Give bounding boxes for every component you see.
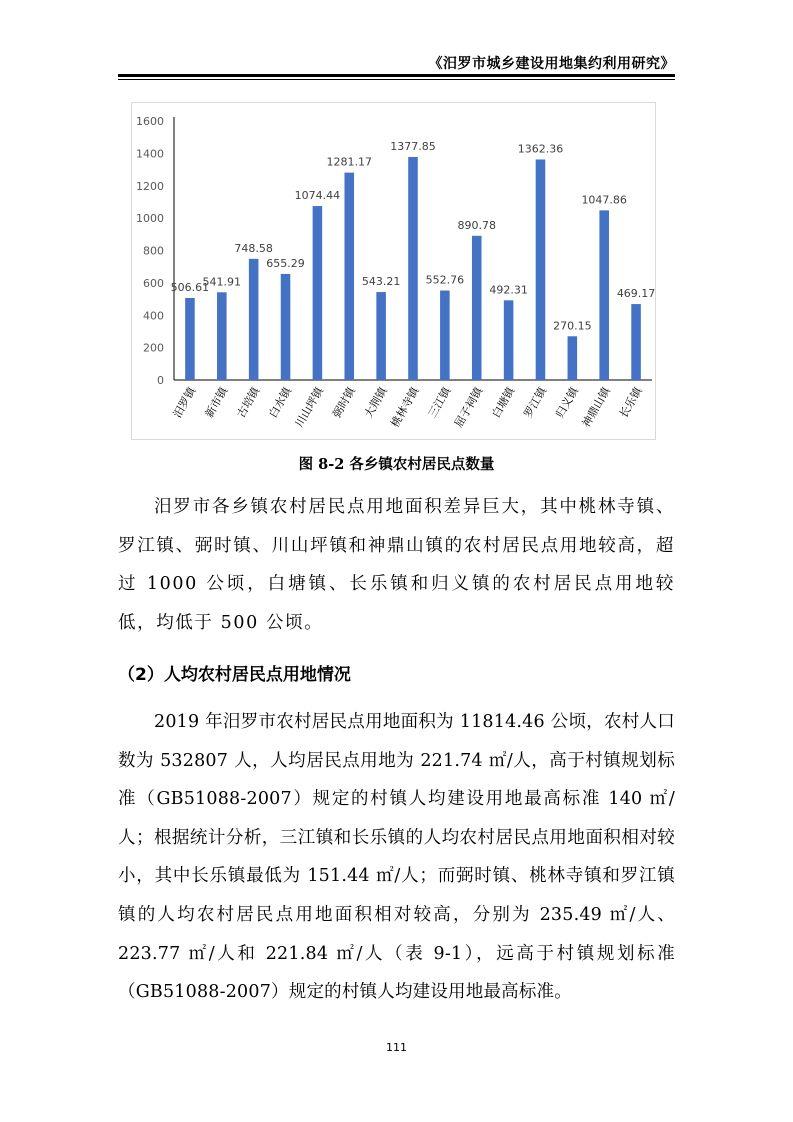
bar-chart [132, 103, 657, 441]
bar-value-label: 748.58 [234, 241, 273, 255]
bar-value-label: 1074.44 [294, 189, 341, 203]
y-tick-label: 1000 [136, 212, 164, 226]
y-tick-label: 200 [143, 341, 164, 355]
x-category-label: 古培镇 [234, 385, 263, 421]
bar [376, 292, 386, 380]
bar [249, 259, 259, 380]
x-category-label: 屈子祠镇 [452, 385, 486, 430]
bar-value-label: 543.21 [361, 275, 401, 289]
bar [472, 236, 482, 380]
bar [536, 159, 546, 380]
bar [568, 336, 578, 380]
page-number: 111 [386, 1041, 407, 1054]
header-rule-thick [118, 74, 675, 77]
bar [599, 210, 609, 380]
figure-caption: 图 8-2 各乡镇农村居民点数量 [298, 456, 495, 473]
x-category-label: 归义镇 [553, 385, 581, 421]
y-tick-label: 600 [143, 276, 164, 290]
y-tick-label: 800 [143, 244, 164, 258]
x-category-label: 桃林寺镇 [388, 385, 422, 430]
bar-value-label: 655.29 [266, 256, 305, 270]
bar [408, 157, 418, 380]
bar [281, 274, 291, 380]
y-tick-label: 0 [157, 374, 164, 387]
running-header-title: 《汨罗市城乡建设用地集约利用研究》 [428, 56, 675, 72]
section-heading: （2）人均农村居民点用地情况 [118, 665, 351, 685]
bar-value-label: 492.31 [489, 283, 528, 297]
bar-value-label: 1362.36 [517, 142, 564, 156]
bar [631, 304, 641, 380]
y-tick-label: 1400 [136, 147, 164, 161]
x-category-label: 三江镇 [425, 385, 454, 421]
bar [217, 292, 227, 380]
bar-value-label: 890.78 [457, 218, 496, 232]
x-category-label: 白塘镇 [489, 385, 518, 421]
bar-value-label: 506.61 [170, 280, 210, 294]
bar [344, 173, 354, 380]
header-rule-thin [118, 79, 675, 80]
bar-value-label: 270.15 [553, 319, 592, 333]
x-category-label: 川山坪镇 [292, 385, 326, 430]
body-paragraph-1: 汨罗市各乡镇农村居民点用地面积差异巨大，其中桃林寺镇、罗江镇、弼时镇、川山坪镇和神鼎山镇的农村居民点用地较高，超过 1000 公顷，白塘镇、长乐镇和归义镇的农村居民点用地较低，均低于 500 公顷。 [118, 497, 675, 633]
bar-value-label: 1047.86 [581, 193, 627, 207]
bar [185, 298, 195, 380]
x-category-label: 白水镇 [266, 385, 295, 421]
body-paragraph-2: 2019 年汨罗市农村居民点用地面积为 11814.46 公顷，农村人口数为 532807 人，人均居民点用地为 221.74 ㎡/人，高于村镇规划标准（GB51088-2007）规定的村镇人均建设用地最高标准 140 ㎡/人；根据统计分析，三江镇和长乐镇的人均农村居民点用地面积相对较小，其中长乐镇最低为 151.44 ㎡/人；而弼时镇、桃林寺镇和罗江镇镇的人均农村居民点用地面积相对较高，分别为 235.49 ㎡/人、223.77 ㎡/人和 221.84 ㎡/人（表 9-1），远高于村镇规划标准（GB51088-2007）规定的村镇人均建设用地最高标准。 [118, 712, 675, 1003]
bar-value-label: 1281.17 [326, 155, 373, 169]
bar [504, 300, 514, 380]
x-category-label: 神鼎山镇 [579, 385, 613, 430]
bar-chart-frame [131, 102, 656, 440]
x-category-label: 新市镇 [202, 385, 231, 421]
bar [440, 291, 450, 380]
x-category-label: 汨罗镇 [170, 385, 199, 421]
y-tick-label: 1600 [136, 115, 164, 128]
x-category-label: 长乐镇 [616, 384, 645, 421]
bar-value-label: 469.17 [616, 287, 656, 301]
x-category-label: 大荆镇 [361, 385, 390, 421]
bar-value-label: 1377.85 [390, 139, 436, 153]
y-tick-label: 1200 [136, 179, 164, 193]
bar-value-label: 541.91 [202, 275, 242, 289]
bar [313, 206, 323, 380]
x-category-label: 弼时镇 [330, 385, 358, 421]
y-tick-label: 400 [143, 309, 164, 323]
x-category-label: 罗江镇 [521, 385, 550, 421]
bar-value-label: 552.76 [425, 273, 465, 287]
